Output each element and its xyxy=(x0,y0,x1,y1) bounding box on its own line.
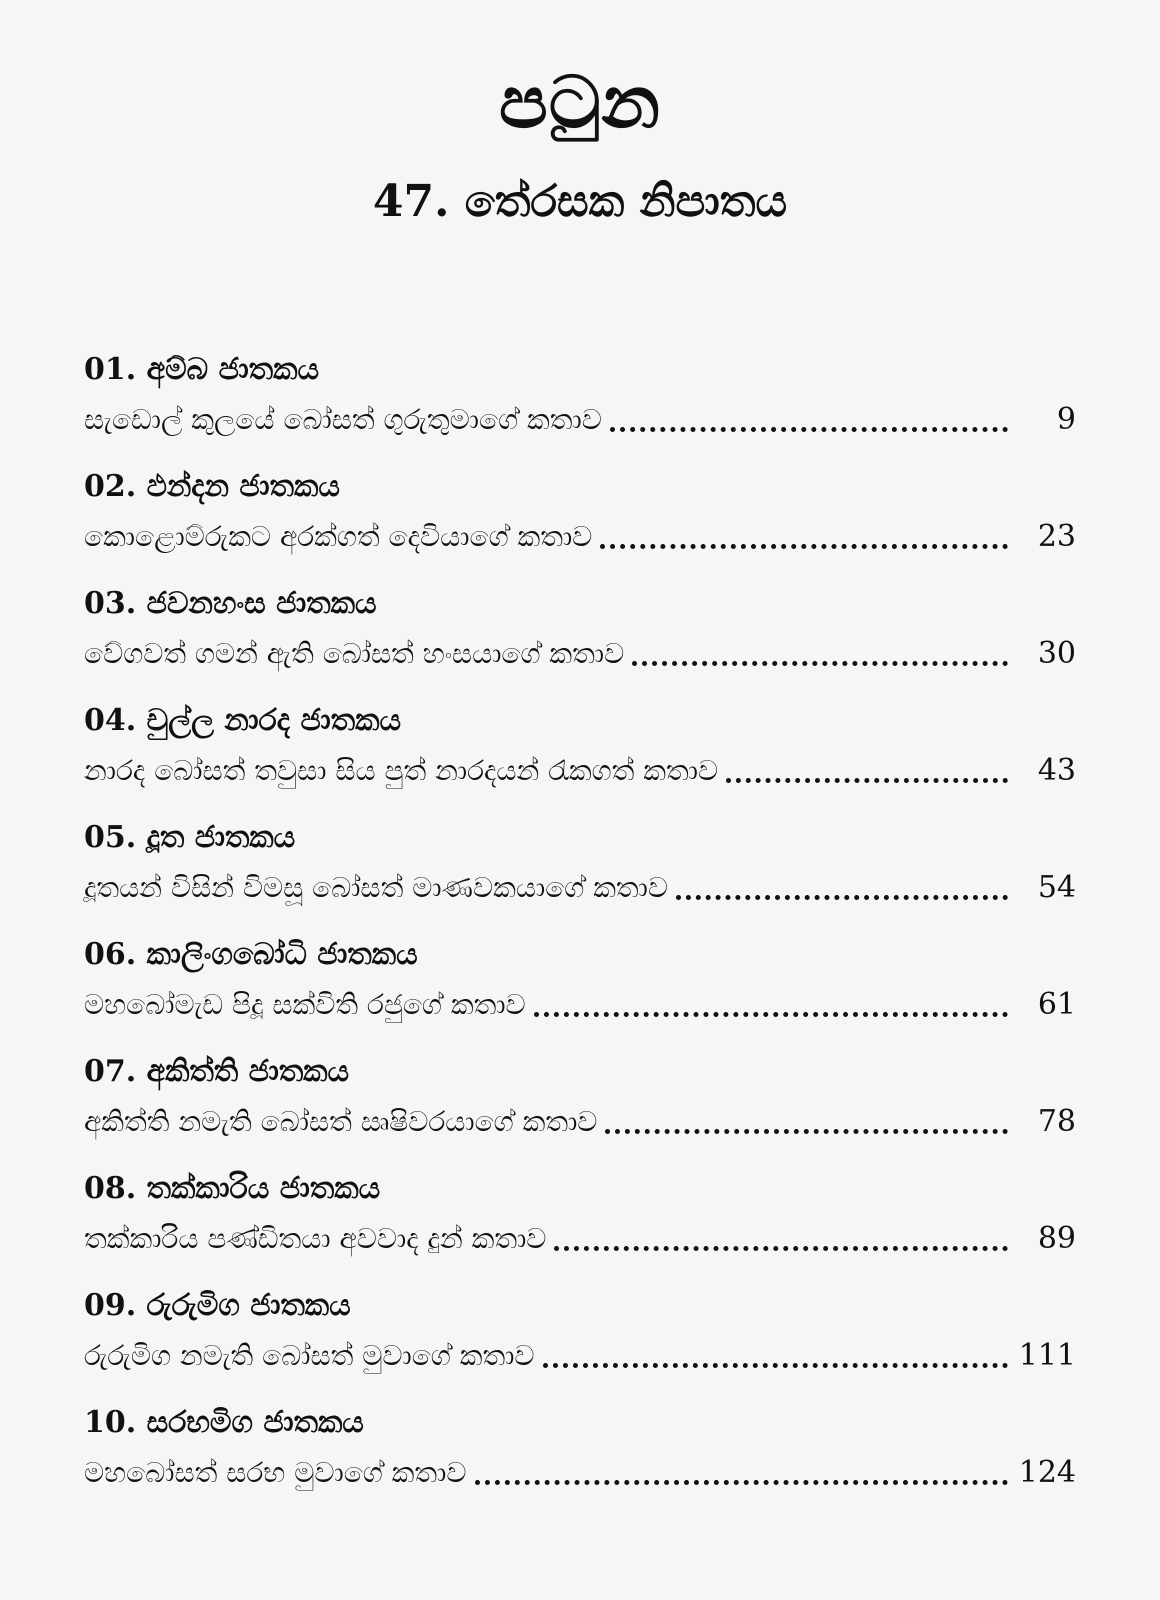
dot-leader xyxy=(554,1246,1008,1251)
page-number: 54 xyxy=(1037,870,1076,905)
table-of-contents xyxy=(84,350,1076,1520)
toc-heading: 05. දූත ජාතකය xyxy=(84,820,296,855)
toc-description-line xyxy=(84,515,1076,559)
page-number: 30 xyxy=(1037,636,1076,671)
dot-leader xyxy=(726,778,1008,783)
page-number: 89 xyxy=(1037,1221,1076,1256)
toc-heading: 06. කාලිංගබෝධි ජාතකය xyxy=(84,937,418,972)
toc-description: සැඩොල් කුලයේ බෝසත් ගුරුතුමාගේ කතාව xyxy=(84,403,602,436)
toc-heading: 04. චුල්ල නාරද ජාතකය xyxy=(84,703,402,738)
toc-description: මහබෝමැඩ පිදූ සක්විති රජුගේ කතාව xyxy=(84,988,526,1021)
toc-description: මහබෝසත් සරභ මුවාගේ කතාව xyxy=(84,1456,467,1489)
toc-entry-06 xyxy=(84,935,1076,1052)
toc-description: වේගවත් ගමන් ඇති බෝසත් හංසයාගේ කතාව xyxy=(84,637,625,670)
toc-entry-02 xyxy=(84,467,1076,584)
toc-entry-07 xyxy=(84,1052,1076,1169)
page-number: 61 xyxy=(1037,987,1076,1022)
page-title: පටුන xyxy=(499,59,661,144)
toc-description-line xyxy=(84,866,1076,910)
toc-description-line xyxy=(84,749,1076,793)
toc-heading: 02. ඵන්දන ජාතකය xyxy=(84,469,340,504)
dot-leader xyxy=(600,544,1008,549)
dot-leader xyxy=(534,1012,1008,1017)
toc-description-line xyxy=(84,1334,1076,1378)
toc-heading: 08. තක්කාරිය ජාතකය xyxy=(84,1171,381,1206)
toc-heading: 07. අකිත්ති ජාතකය xyxy=(84,1054,350,1089)
page-number: 9 xyxy=(1056,402,1076,437)
toc-entry-04 xyxy=(84,701,1076,818)
toc-description: කොළොම්රුකට අරක්ගත් දෙවියාගේ කතාව xyxy=(84,520,593,553)
toc-description-line xyxy=(84,983,1076,1027)
chapter-subtitle: 47. තේරසක නිපාතය xyxy=(372,176,788,227)
dot-leader xyxy=(610,427,1008,432)
dot-leader xyxy=(632,661,1008,666)
toc-description: දූතයන් විසින් විමසූ බෝසත් මාණවකයාගේ කතාව xyxy=(84,871,669,904)
page-number: 111 xyxy=(1018,1338,1076,1373)
dot-leader xyxy=(605,1129,1008,1134)
dot-leader xyxy=(676,895,1008,900)
toc-description: අකිත්ති නමැති බෝසත් ඍෂිවරයාගේ කතාව xyxy=(84,1105,598,1138)
toc-description-line xyxy=(84,1100,1076,1144)
toc-heading: 01. අම්බ ජාතකය xyxy=(84,352,320,387)
dot-leader xyxy=(475,1480,1009,1485)
toc-description: රුරුමිග නමැති බෝසත් මුවාගේ කතාව xyxy=(84,1339,535,1372)
toc-entry-03 xyxy=(84,584,1076,701)
toc-description: තක්කාරිය පණ්ඩිතයා අවවාද දුන් කතාව xyxy=(84,1222,547,1255)
toc-entry-01 xyxy=(84,350,1076,467)
toc-description-line xyxy=(84,632,1076,676)
toc-heading: 09. රුරුමිග ජාතකය xyxy=(84,1288,351,1323)
toc-entry-09 xyxy=(84,1286,1076,1403)
toc-entry-05 xyxy=(84,818,1076,935)
toc-description: නාරද බෝසත් තවුසා සිය පුත් නාරදයන් රැකගත් කතාව xyxy=(84,754,719,787)
dot-leader xyxy=(543,1363,1008,1368)
page-number: 78 xyxy=(1037,1104,1076,1139)
toc-entry-10 xyxy=(84,1403,1076,1520)
page-number: 43 xyxy=(1037,753,1076,788)
page-number: 23 xyxy=(1037,519,1076,554)
toc-heading: 10. සරභමිග ජාතකය xyxy=(84,1405,364,1440)
toc-heading: 03. ජවනහංස ජාතකය xyxy=(84,586,377,621)
toc-description-line xyxy=(84,398,1076,442)
toc-description-line xyxy=(84,1451,1076,1495)
toc-description-line xyxy=(84,1217,1076,1261)
page-number: 124 xyxy=(1018,1455,1076,1490)
toc-entry-08 xyxy=(84,1169,1076,1286)
